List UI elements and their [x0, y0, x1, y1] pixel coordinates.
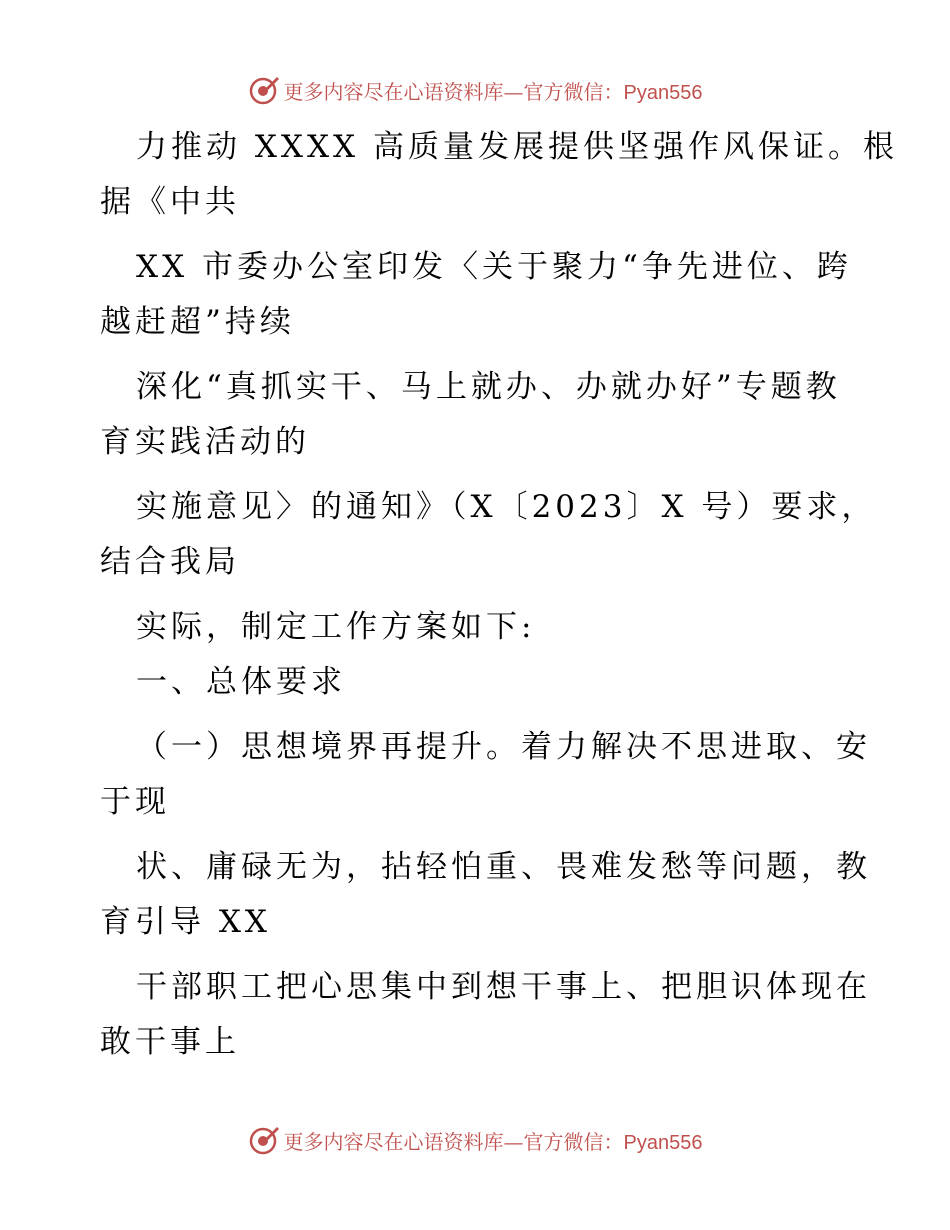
body-line: XX 市委办公室印发〈关于聚力“争先进位、跨	[136, 249, 852, 285]
body-line: 结合我局	[100, 544, 240, 580]
body-line: 力推动 XXXX 高质量发展提供坚强作风保证。根	[136, 129, 898, 165]
watermark-handle: Pyan556	[623, 81, 703, 104]
body-line: 干部职工把心思集中到想干事上、把胆识体现在	[136, 969, 871, 1005]
header-watermark	[0, 70, 950, 110]
body-line: 育实践活动的	[100, 424, 310, 460]
footer-watermark	[0, 1120, 950, 1160]
body-line: 实际，制定工作方案如下:	[136, 609, 536, 645]
body-line: 实施意见〉的通知》（X〔2023〕X 号）要求，	[136, 489, 877, 525]
section-heading: 一、总体要求	[136, 664, 346, 700]
body-line: 敢干事上	[100, 1024, 240, 1060]
body-line: 于现	[100, 784, 170, 820]
brand-logo-icon	[248, 74, 280, 106]
watermark-text: 更多内容尽在心语资料库—官方微信：Pyan556	[283, 1129, 703, 1154]
brand-logo-icon	[248, 1124, 280, 1156]
body-line: 育引导 XX	[100, 904, 271, 940]
body-line: 越赶超”持续	[100, 304, 295, 340]
watermark-handle: Pyan556	[623, 1131, 703, 1154]
body-line: 据《中共	[100, 184, 240, 220]
document-body	[100, 120, 898, 1070]
body-line: 深化“真抓实干、马上就办、办就办好”专题教	[136, 369, 841, 405]
body-line: （一）思想境界再提升。着力解决不思进取、安	[136, 729, 871, 765]
body-line: 状、庸碌无为，拈轻怕重、畏难发愁等问题，教	[136, 849, 871, 885]
watermark-text: 更多内容尽在心语资料库—官方微信：Pyan556	[283, 79, 703, 104]
